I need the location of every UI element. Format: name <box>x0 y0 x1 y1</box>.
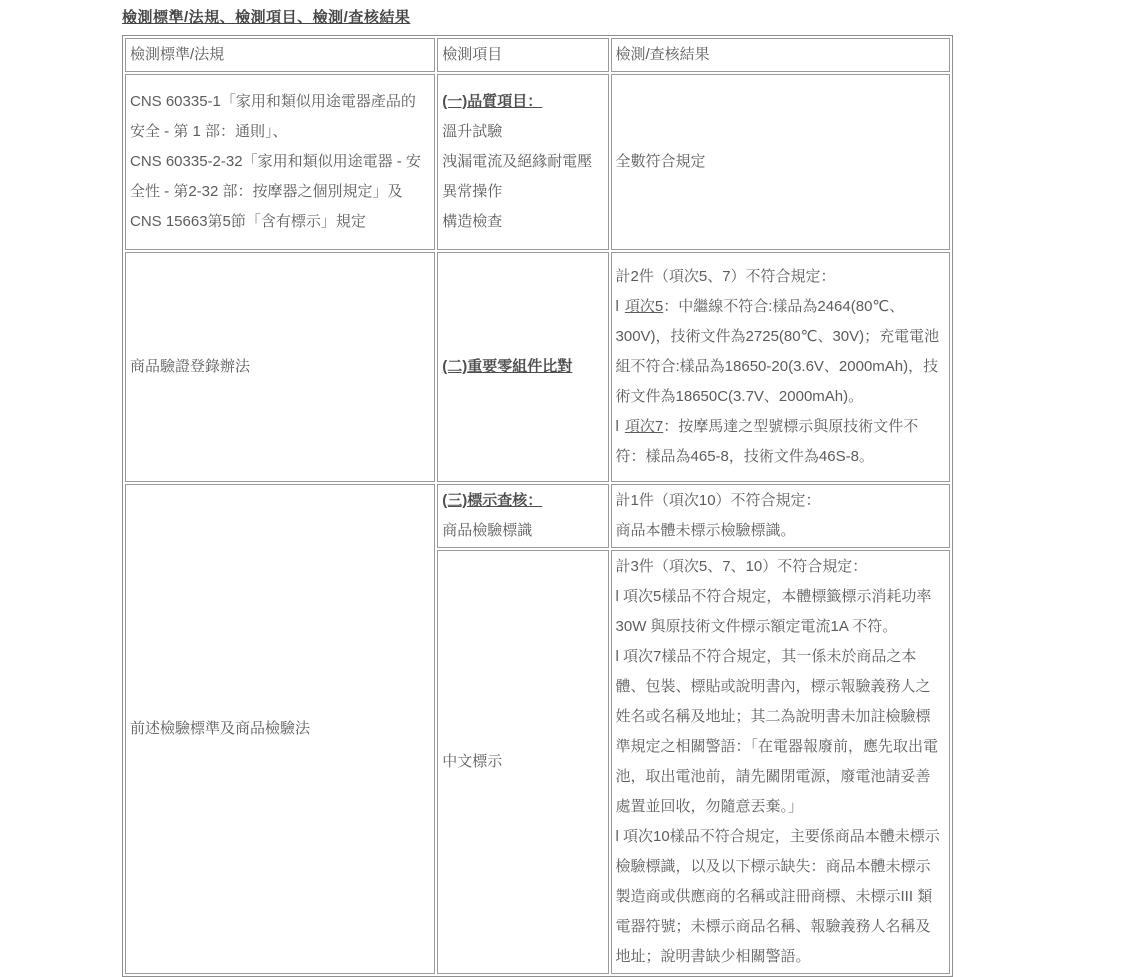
item-line: 構造檢查 <box>442 213 503 230</box>
result-text: 商品本體未標示檢驗標識。 <box>615 522 796 539</box>
bullet-marker: l <box>615 418 619 435</box>
bullet-marker: l <box>615 298 619 315</box>
standard-line: 前述檢驗標準及商品檢驗法 <box>130 720 311 737</box>
cell-standard-registration <box>125 252 435 482</box>
cell-item-chinese-label <box>437 550 608 974</box>
header-item: 檢測項目 <box>437 38 608 72</box>
standard-line: 商品驗證登錄辦法 <box>130 358 251 375</box>
result-item-text: ：中繼線不符合:樣品為2464(80℃、300V)，技術文件為2725(80℃、30V)；充電電池組不符合:樣品為18650-20(3.6V、2000mAh)，技術文件為18650C(3.7V、2000mAh)。 <box>615 298 940 405</box>
result-intro: 計2件（項次5、7）不符合規定： <box>615 268 836 285</box>
result-item: l 項次7樣品不符合規定，其一係未於商品之本體、包裝、標貼或說明書內，標示報驗義務人之姓名或名稱及地址；其二為說明書未加註檢驗標準規定之相關警語：「在電器報廢前，應先取出電池，取出電池前，請先關閉電源，廢電池請妥善處置並回收，勿隨意丟棄。」 <box>615 648 939 815</box>
table-row-components <box>125 252 950 482</box>
cell-item-marking <box>437 484 608 548</box>
report-page <box>122 8 953 977</box>
table-row-marking-check <box>125 484 950 548</box>
standard-line: CNS 60335-2-32「家用和類似用途電器 - 安全性 - 第2-32 部：按摩器之個別規定」及 <box>130 153 421 200</box>
result-item: l 項次5樣品不符合規定，本體標籤標示消耗功率30W 與原技術文件標示額定電流1A 不符。 <box>615 588 932 635</box>
standard-line: CNS 15663第5節「含有標示」規定 <box>130 213 366 230</box>
cell-result-marking <box>611 484 950 548</box>
cell-result-chinese-label <box>611 550 950 974</box>
cell-standard-inspection-act <box>125 484 435 974</box>
item-heading-marking: (三)標示查核： <box>442 492 543 509</box>
standard-line: CNS 60335-1「家用和類似用途電器產品的安全 - 第 1 部：通則」、 <box>130 93 416 140</box>
result-text: 全數符合規定 <box>615 153 706 170</box>
result-intro: 計3件（項次5、7、10）不符合規定： <box>615 558 868 575</box>
item-line: 異常操作 <box>442 183 503 200</box>
item-line: 商品檢驗標識 <box>442 522 533 539</box>
inspection-result-table <box>122 35 953 977</box>
table-header-row <box>125 38 950 72</box>
cell-standards-cns <box>125 74 435 250</box>
item-heading-quality: (一)品質項目： <box>442 93 543 110</box>
result-item <box>616 412 945 472</box>
cell-item-components <box>437 252 608 482</box>
table-row-quality <box>125 74 950 250</box>
result-intro: 計1件（項次10）不符合規定： <box>615 492 821 509</box>
header-result: 檢測/查核結果 <box>611 38 950 72</box>
cell-result-components <box>611 252 950 482</box>
result-item-text: ：按摩馬達之型號標示與原技術文件不符：樣品為465-8，技術文件為46S-8。 <box>615 418 919 465</box>
page-title: 檢測標準/法規、檢測項目、檢測/查核結果 <box>122 9 411 26</box>
item-number-label: 項次5 <box>624 298 664 315</box>
cell-item-quality <box>437 74 608 250</box>
result-item <box>616 292 945 412</box>
item-line: 洩漏電流及絕緣耐電壓 <box>442 153 593 170</box>
item-heading-components: (二)重要零組件比對 <box>442 358 573 375</box>
result-item: l 項次10樣品不符合規定，主要係商品本體未標示檢驗標識，以及以下標示缺失：商品本體未標示製造商或供應商的名稱或註冊商標、未標示III 類電器符號；未標示商品名稱、報驗義務人名稱及地址；說明書缺少相關警語。 <box>615 828 940 965</box>
cell-result-quality <box>611 74 950 250</box>
header-standard: 檢測標準/法規 <box>125 38 435 72</box>
item-line: 中文標示 <box>442 753 503 770</box>
item-number-label: 項次7 <box>624 418 664 435</box>
item-line: 溫升試驗 <box>442 123 503 140</box>
